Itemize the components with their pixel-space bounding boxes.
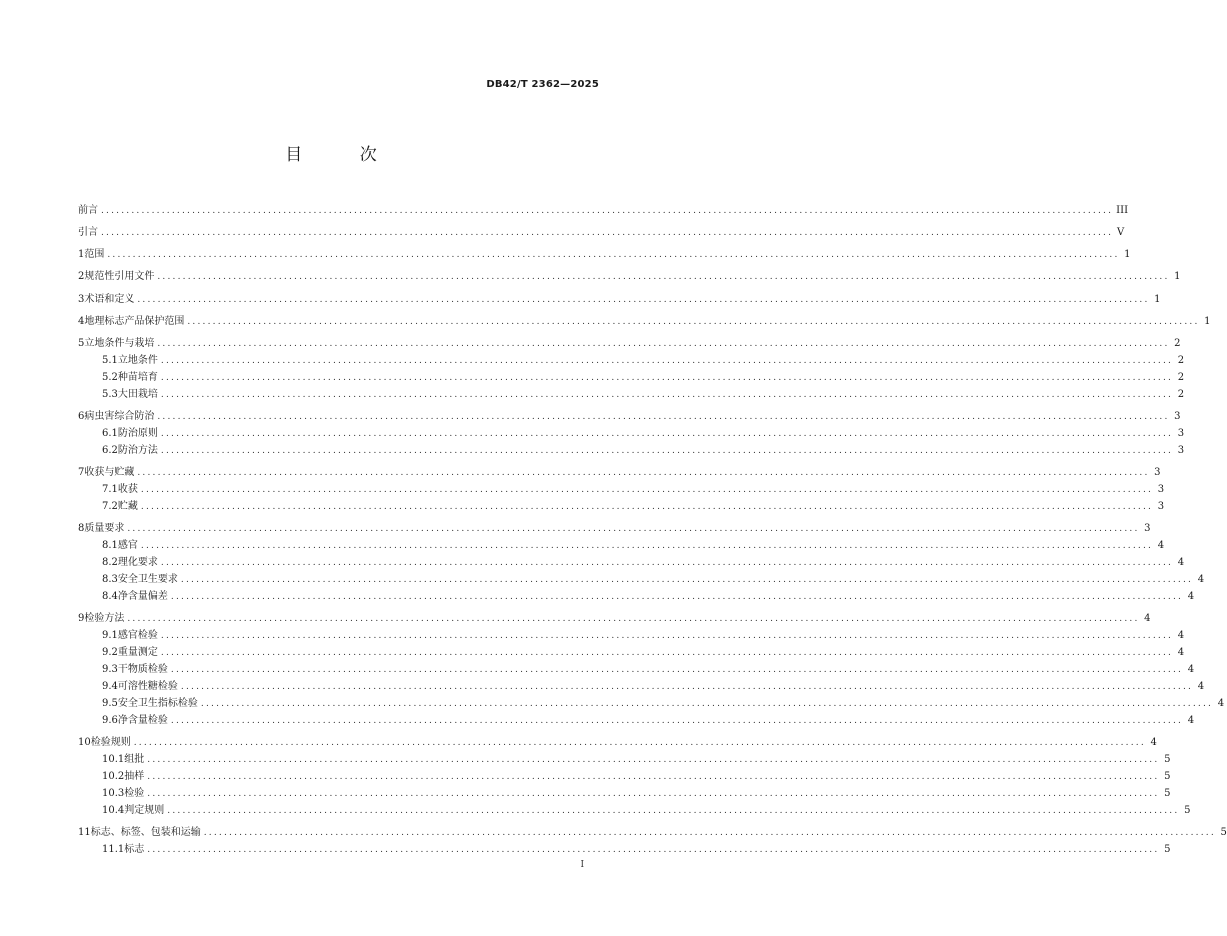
toc-entry[interactable] [90, 801, 1191, 817]
toc-entry[interactable] [90, 368, 1185, 384]
toc-entry-page: 4 [1177, 630, 1185, 641]
toc-entry[interactable] [78, 463, 1161, 479]
toc-entry-number: 1 [78, 249, 85, 260]
toc-entry[interactable] [90, 767, 1171, 783]
toc-entry-number: 2 [78, 271, 85, 282]
toc-entry[interactable] [90, 784, 1171, 800]
toc-entry-number: 5.1 [102, 355, 118, 366]
dot-leader: ........................................................................................................................................................................................................ [101, 228, 1114, 238]
toc-entry[interactable] [90, 643, 1185, 659]
toc-entry-page: 1 [1154, 294, 1161, 305]
toc-entry[interactable] [78, 823, 1227, 839]
toc-entry-label: 防治方法 [117, 445, 158, 456]
toc-entry-label: 收获 [117, 484, 138, 495]
toc-entry-number: 9.2 [102, 647, 118, 658]
toc-entry-label: 理化要求 [117, 557, 158, 568]
dot-leader: ........................................................................................................................................................................................................ [203, 828, 1216, 838]
toc-entry[interactable] [90, 536, 1165, 552]
toc-entry-page: 3 [1177, 445, 1185, 456]
dot-leader: ........................................................................................................................................................................................................ [160, 631, 1174, 641]
toc-entry-page: 1 [1174, 271, 1181, 282]
toc-entry-number: 7.2 [102, 501, 118, 512]
toc-entry-label: 感官 [117, 540, 138, 551]
toc-entry-number: 10.3 [102, 788, 125, 799]
toc-entry-page: 4 [1187, 591, 1195, 602]
toc-entry[interactable] [90, 694, 1225, 710]
dot-leader: ........................................................................................................................................................................................................ [167, 806, 1180, 816]
page-title: 目 次 [285, 145, 403, 165]
toc-entry-page: 5 [1164, 788, 1171, 799]
dot-leader: ........................................................................................................................................................................................................ [147, 789, 1160, 799]
toc-entry[interactable] [78, 201, 1129, 217]
toc-entry-page: 4 [1144, 613, 1151, 624]
dot-leader: ........................................................................................................................................................................................................ [157, 339, 1170, 349]
toc-entry-page: 3 [1157, 484, 1165, 495]
toc-entry-number: 10 [78, 737, 91, 748]
dot-leader: ........................................................................................................................................................................................................ [101, 206, 1114, 216]
toc-entry-page: V [1116, 227, 1125, 238]
toc-entry[interactable] [78, 223, 1125, 239]
toc-entry-label: 立地条件与栽培 [84, 338, 155, 349]
toc-entry-label: 地理标志产品保护范围 [84, 316, 185, 327]
toc-entry[interactable] [90, 497, 1165, 513]
dot-leader: ........................................................................................................................................................................................................ [137, 295, 1150, 305]
toc-entry-page: 3 [1154, 467, 1161, 478]
toc-entry-label: 种苗培育 [117, 372, 158, 383]
toc-entry-page: 5 [1164, 844, 1171, 855]
toc-entry-page: 3 [1157, 501, 1165, 512]
dot-leader: ........................................................................................................................................................................................................ [160, 356, 1174, 366]
toc-entry-page: 4 [1187, 715, 1195, 726]
toc-entry-label: 术语和定义 [84, 294, 135, 305]
toc-entry[interactable] [90, 660, 1195, 676]
toc-entry-number: 8.1 [102, 540, 118, 551]
toc-entry-label: 感官检验 [117, 630, 158, 641]
dot-leader: ........................................................................................................................................................................................................ [147, 845, 1160, 855]
dot-leader: ........................................................................................................................................................................................................ [187, 317, 1200, 327]
toc-entry-label: 可溶性糖检验 [117, 681, 178, 692]
dot-leader: ........................................................................................................................................................................................................ [133, 738, 1146, 748]
toc-entry-label: 净含量偏差 [117, 591, 168, 602]
toc-entry[interactable] [90, 385, 1185, 401]
dot-leader: ........................................................................................................................................................................................................ [160, 429, 1174, 439]
toc-entry-page: 4 [1187, 664, 1195, 675]
toc-entry[interactable] [78, 519, 1151, 535]
dot-leader: ........................................................................................................................................................................................................ [137, 468, 1150, 478]
toc-entry-label: 标志、标签、包装和运输 [90, 827, 201, 838]
dot-leader: ........................................................................................................................................................................................................ [127, 524, 1140, 534]
toc-entry-number: 9.6 [102, 715, 118, 726]
toc-entry-number: 9.1 [102, 630, 118, 641]
toc-entry-page: 5 [1220, 827, 1227, 838]
toc-entry-number: 6.1 [102, 428, 118, 439]
toc-entry-number: 6 [78, 411, 85, 422]
toc-entry[interactable] [90, 626, 1185, 642]
toc-entry-label: 检验 [124, 788, 145, 799]
toc-entry[interactable] [78, 733, 1157, 749]
toc-entry-page: 3 [1144, 523, 1151, 534]
toc-entry[interactable] [90, 424, 1185, 440]
dot-leader: ........................................................................................................................................................................................................ [140, 485, 1154, 495]
toc-entry-label: 干物质检验 [117, 664, 168, 675]
dot-leader: ........................................................................................................................................................................................................ [200, 699, 1214, 709]
dot-leader: ........................................................................................................................................................................................................ [170, 665, 1184, 675]
toc-entry[interactable] [78, 267, 1181, 283]
dot-leader: ........................................................................................................................................................................................................ [140, 502, 1154, 512]
standard-code: DB42/T 2362—2025 [486, 79, 599, 90]
dot-leader: ........................................................................................................................................................................................................ [147, 755, 1160, 765]
toc-entry-number: 3 [78, 294, 85, 305]
toc-entry-label: 重量测定 [117, 647, 158, 658]
toc-entry-number: 4 [78, 316, 85, 327]
dot-leader: ........................................................................................................................................................................................................ [140, 541, 1154, 551]
dot-leader: ........................................................................................................................................................................................................ [157, 412, 1170, 422]
toc-entry-page: 4 [1197, 574, 1205, 585]
dot-leader: ........................................................................................................................................................................................................ [180, 575, 1194, 585]
toc-entry-label: 贮藏 [117, 501, 138, 512]
dot-leader: ........................................................................................................................................................................................................ [157, 272, 1170, 282]
toc-entry-label: 标志 [124, 844, 145, 855]
toc-entry[interactable] [78, 609, 1151, 625]
toc-entry-number: 8.3 [102, 574, 118, 585]
toc-entry-page: 3 [1177, 428, 1185, 439]
toc-entry-page: 2 [1177, 355, 1185, 366]
dot-leader: ........................................................................................................................................................................................................ [160, 648, 1174, 658]
toc-entry[interactable] [90, 351, 1185, 367]
dot-leader: ........................................................................................................................................................................................................ [160, 558, 1174, 568]
toc-entry-page: 4 [1197, 681, 1205, 692]
toc-entry-page: 5 [1164, 754, 1171, 765]
toc-entry[interactable] [78, 290, 1161, 306]
toc-entry[interactable] [90, 840, 1171, 856]
toc-entry-page: 2 [1174, 338, 1181, 349]
dot-leader: ........................................................................................................................................................................................................ [127, 614, 1140, 624]
toc-entry[interactable] [90, 750, 1171, 766]
toc-entry-label: 抽样 [124, 771, 145, 782]
toc-entry-label: 净含量检验 [117, 715, 168, 726]
toc-entry-page: 2 [1177, 389, 1185, 400]
toc-entry-number: 9.5 [102, 698, 118, 709]
toc-entry[interactable] [90, 570, 1205, 586]
toc-entry-number: 8 [78, 523, 85, 534]
toc-entry-number: 9.3 [102, 664, 118, 675]
toc-entry-label: 检验方法 [84, 613, 125, 624]
toc-entry-label: 判定规则 [124, 805, 165, 816]
dot-leader: ........................................................................................................................................................................................................ [160, 390, 1174, 400]
toc-entry-label: 引言 [78, 227, 98, 238]
toc-entry-number: 5.3 [102, 389, 118, 400]
toc-entry-number: 5.2 [102, 372, 118, 383]
toc-entry-label: 组批 [124, 754, 145, 765]
dot-leader: ........................................................................................................................................................................................................ [160, 373, 1174, 383]
toc-entry-number: 11 [78, 827, 91, 838]
toc-entry-page: III [1116, 205, 1129, 216]
page-number: I [580, 860, 584, 870]
toc-entry[interactable] [78, 334, 1181, 350]
dot-leader: ........................................................................................................................................................................................................ [147, 772, 1160, 782]
dot-leader: ........................................................................................................................................................................................................ [180, 682, 1194, 692]
toc-entry-label: 病虫害综合防治 [84, 411, 155, 422]
toc-entry-label: 规范性引用文件 [84, 271, 155, 282]
toc-entry-page: 1 [1204, 316, 1211, 327]
toc-entry-number: 10.1 [102, 754, 125, 765]
toc-entry-label: 收获与贮藏 [84, 467, 135, 478]
toc-entry[interactable] [90, 553, 1185, 569]
toc-entry-label: 防治原则 [117, 428, 158, 439]
toc-entry-number: 9.4 [102, 681, 118, 692]
toc-entry-page: 3 [1174, 411, 1181, 422]
toc-entry-label: 前言 [78, 205, 98, 216]
toc-entry-number: 7 [78, 467, 85, 478]
dot-leader: ........................................................................................................................................................................................................ [160, 446, 1174, 456]
toc-entry-number: 8.2 [102, 557, 118, 568]
toc-entry[interactable] [90, 711, 1195, 727]
toc-entry-page: 5 [1184, 805, 1191, 816]
toc-entry-page: 2 [1177, 372, 1185, 383]
toc-entry-number: 11.1 [102, 844, 125, 855]
toc-entry-label: 大田栽培 [117, 389, 158, 400]
toc-entry-number: 9 [78, 613, 85, 624]
toc-entry-page: 4 [1157, 540, 1165, 551]
toc-entry-number: 8.4 [102, 591, 118, 602]
toc-entry-label: 质量要求 [84, 523, 125, 534]
toc-entry-number: 10.2 [102, 771, 125, 782]
toc-entry-page: 5 [1164, 771, 1171, 782]
toc-entry[interactable] [78, 407, 1181, 423]
toc-entry-number: 5 [78, 338, 85, 349]
toc-entry-page: 4 [1150, 737, 1157, 748]
toc-entry[interactable] [90, 480, 1165, 496]
toc-entry-label: 安全卫生要求 [117, 574, 178, 585]
dot-leader: ........................................................................................................................................................................................................ [107, 250, 1120, 260]
toc-entry[interactable] [78, 245, 1131, 261]
toc-entry-number: 7.1 [102, 484, 118, 495]
toc-entry-page: 4 [1217, 698, 1225, 709]
toc-entry[interactable] [78, 312, 1211, 328]
dot-leader: ........................................................................................................................................................................................................ [170, 716, 1184, 726]
toc-entry-number: 10.4 [102, 805, 125, 816]
toc-entry-number: 6.2 [102, 445, 118, 456]
toc-entry-page: 1 [1124, 249, 1131, 260]
dot-leader: ........................................................................................................................................................................................................ [170, 592, 1184, 602]
toc-entry-label: 检验规则 [90, 737, 131, 748]
toc-entry[interactable] [90, 441, 1185, 457]
toc-entry-label: 立地条件 [117, 355, 158, 366]
toc-entry-page: 4 [1177, 557, 1185, 568]
toc-entry-page: 4 [1177, 647, 1185, 658]
toc-entry[interactable] [90, 587, 1195, 603]
toc-entry[interactable] [90, 677, 1205, 693]
toc-entry-label: 范围 [84, 249, 105, 260]
toc-entry-label: 安全卫生指标检验 [117, 698, 198, 709]
